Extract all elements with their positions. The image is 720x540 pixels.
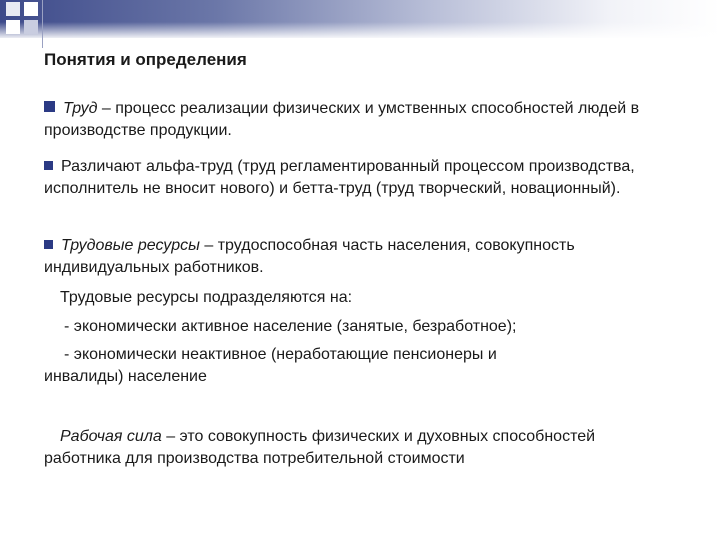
corner-square [6, 20, 20, 34]
definition-labor-resources [44, 235, 664, 279]
slide-title: Понятия и определения [44, 50, 247, 69]
list-item-inactive-line2: инвалиды) население [44, 368, 207, 385]
definition-labor [44, 98, 664, 142]
corner-square [24, 2, 38, 16]
square-bullet-icon [44, 161, 53, 170]
labor-types-text: Различают альфа-труд (труд регламентированный процессом производства, исполнитель не вносит нового) и бетта-труд (труд творческий, новационный). [44, 158, 635, 197]
corner-square [24, 20, 38, 34]
definition-text: – процесс реализации физических и умственных способностей людей в производстве продукции. [44, 100, 640, 139]
labor-types [44, 156, 664, 200]
definition-workforce [44, 426, 664, 470]
definition-text: – трудоспособная часть населения, совокупность индивидуальных работников. [44, 237, 575, 276]
term-workforce: Рабочая сила [60, 428, 162, 445]
list-item-inactive [44, 344, 664, 388]
term-labor: Труд [63, 100, 98, 117]
labor-resources-intro: Трудовые ресурсы подразделяются на: [60, 289, 353, 306]
corner-square [6, 2, 20, 16]
square-bullet-icon [44, 101, 55, 112]
definition-text: – это совокупность физических и духовных способностей работника для производства потребительной стоимости [44, 428, 596, 467]
decorative-line [42, 0, 43, 48]
header-fade [0, 22, 720, 38]
term-labor-resources: Трудовые ресурсы [61, 237, 200, 254]
list-item-active: - экономически активное население (занятые, безработное); [64, 318, 517, 335]
list-item-inactive-line1: - экономически неактивное (неработающие пенсионеры и [64, 346, 497, 363]
square-bullet-icon [44, 240, 53, 249]
